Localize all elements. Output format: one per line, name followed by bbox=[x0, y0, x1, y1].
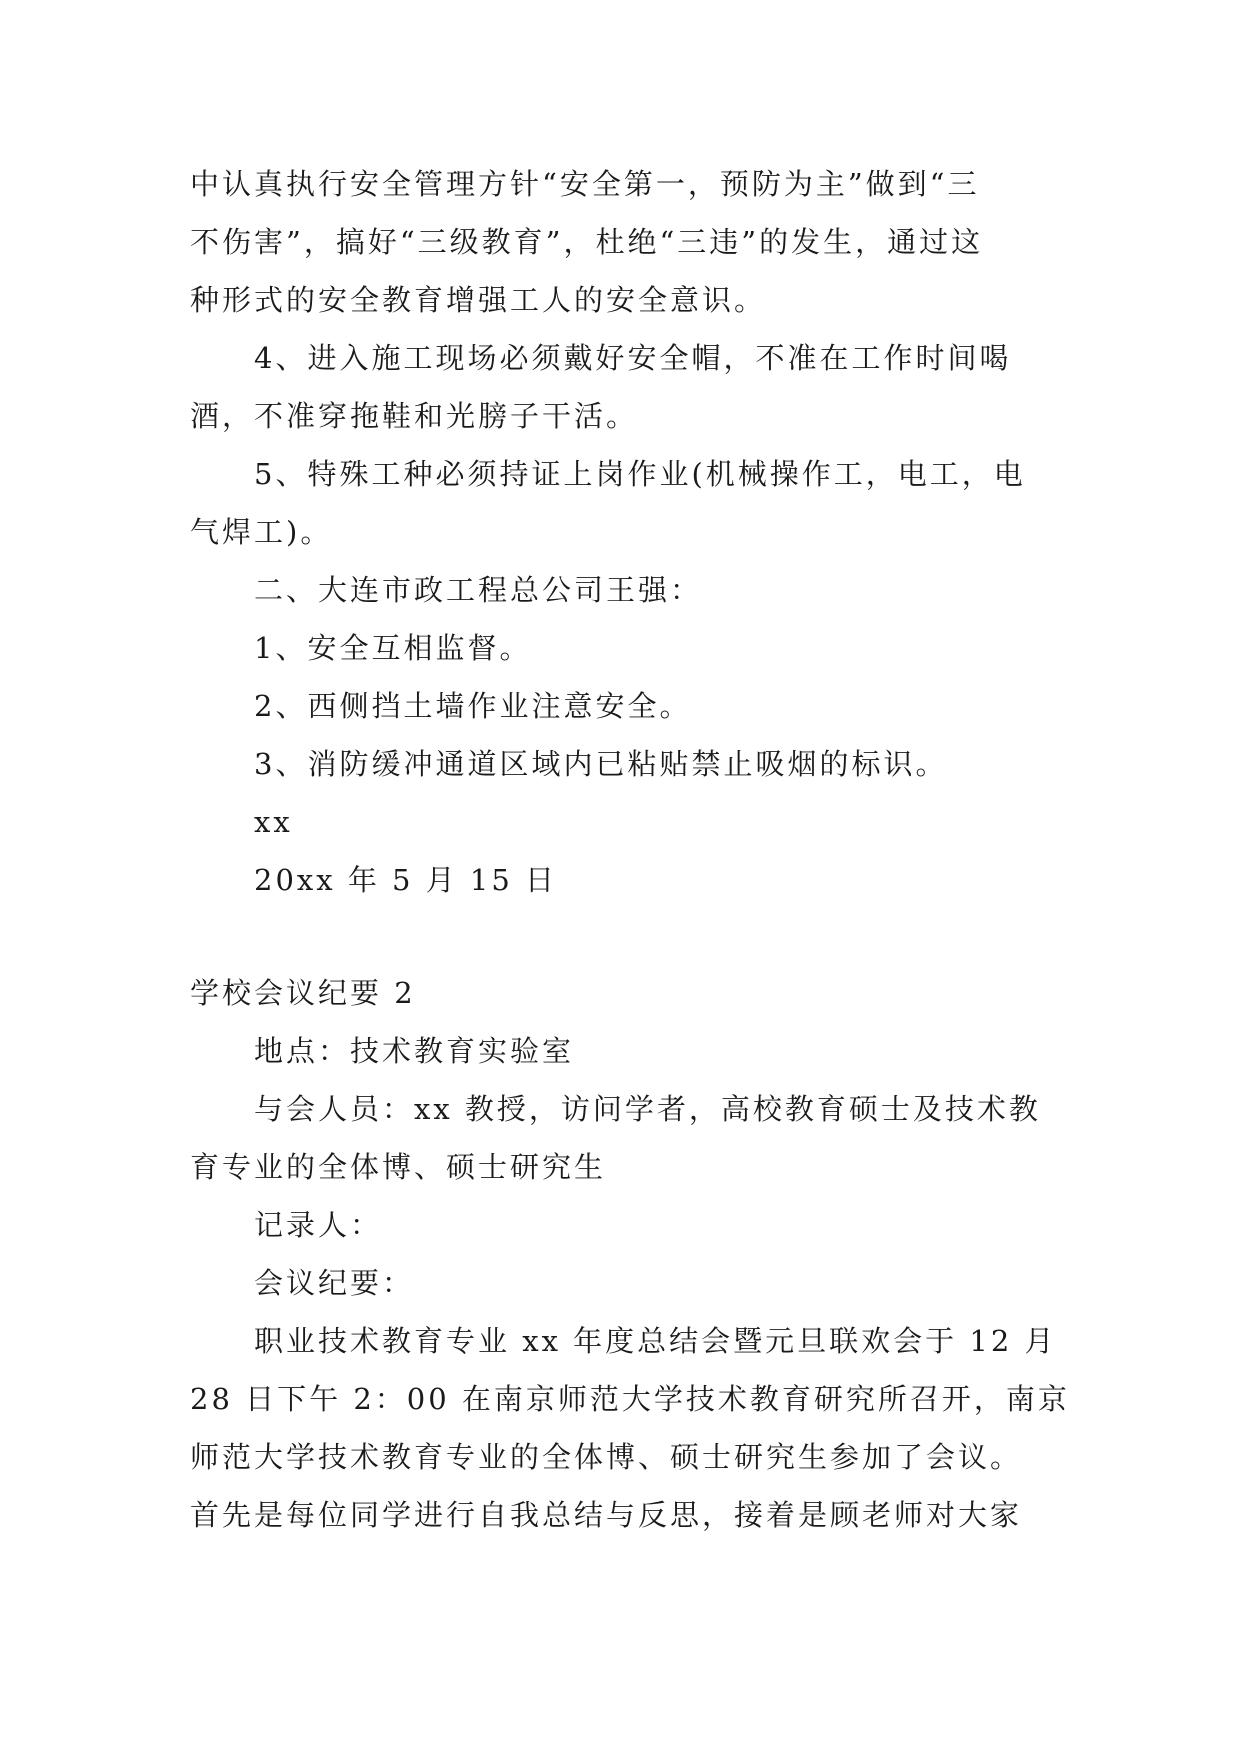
section-heading: 二、大连市政工程总公司王强： bbox=[254, 573, 703, 607]
list-item-2: 2、西侧挡土墙作业注意安全。 bbox=[254, 689, 692, 723]
signature-name: xx bbox=[254, 805, 293, 839]
signature-date: 20xx 年 5 月 15 日 bbox=[254, 863, 558, 897]
list-item-4: 4、进入施工现场必须戴好安全帽，不准在工作时间喝 bbox=[254, 341, 1012, 375]
list-item-5: 5、特殊工种必须持证上岗作业(机械操作工，电工，电 bbox=[254, 457, 1026, 491]
paragraph-line: 职业技术教育专业 xx 年度总结会暨元旦联欢会于 12 月 bbox=[254, 1324, 1057, 1358]
minutes-heading: 会议纪要： bbox=[254, 1266, 415, 1300]
meeting-recorder: 记录人： bbox=[254, 1208, 383, 1242]
paragraph-line: 中认真执行安全管理方针“安全第一，预防为主”做到“三 bbox=[190, 167, 980, 201]
paragraph-line: 种形式的安全教育增强工人的安全意识。 bbox=[190, 283, 767, 317]
document-title: 学校会议纪要 2 bbox=[190, 976, 416, 1010]
paragraph-line: 育专业的全体博、硕士研究生 bbox=[190, 1150, 607, 1184]
meeting-location: 地点：技术教育实验室 bbox=[254, 1034, 575, 1068]
meeting-attendees: 与会人员：xx 教授，访问学者，高校教育硕士及技术教 bbox=[254, 1092, 1041, 1126]
paragraph-line: 酒，不准穿拖鞋和光膀子干活。 bbox=[190, 399, 639, 433]
paragraph-line: 28 日下午 2：00 在南京师范大学技术教育研究所召开，南京 bbox=[190, 1382, 1070, 1416]
paragraph-line: 气焊工)。 bbox=[190, 515, 333, 549]
list-item-1: 1、安全互相监督。 bbox=[254, 631, 532, 665]
paragraph-line: 不伤害”，搞好“三级教育”，杜绝“三违”的发生，通过这 bbox=[190, 225, 984, 259]
paragraph-line: 首先是每位同学进行自我总结与反思，接着是顾老师对大家 bbox=[190, 1498, 1023, 1532]
paragraph-line: 师范大学技术教育专业的全体博、硕士研究生参加了会议。 bbox=[190, 1440, 1023, 1474]
list-item-3: 3、消防缓冲通道区域内已粘贴禁止吸烟的标识。 bbox=[254, 747, 948, 781]
